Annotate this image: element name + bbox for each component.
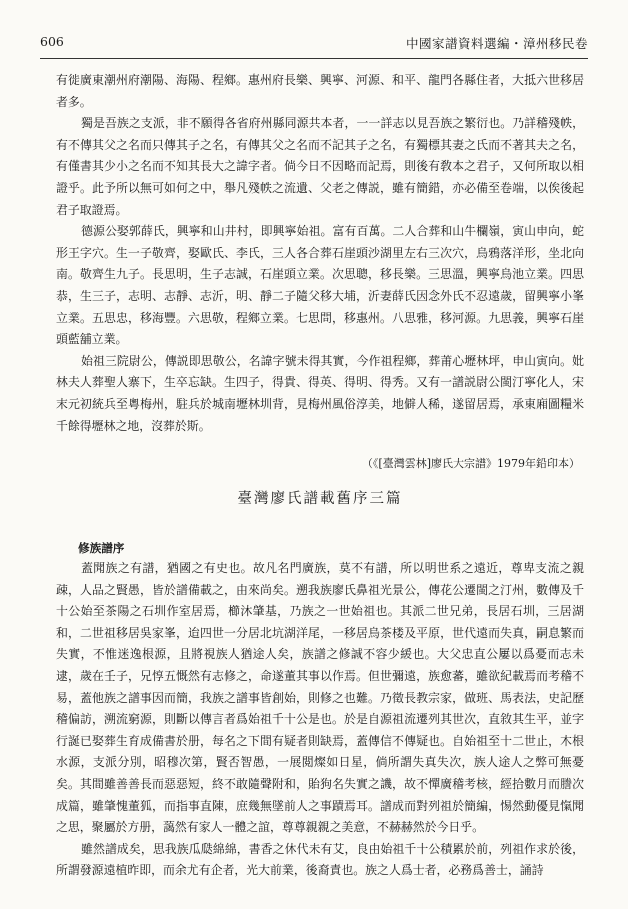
sub-title: 修族譜序: [78, 541, 125, 556]
body-text: [56, 70, 584, 882]
book-title: 中國家譜資料選編・漳州移民卷: [405, 36, 588, 51]
page-header: [40, 34, 588, 56]
section-title: 臺灣廖氏譜載舊序三篇: [237, 491, 403, 508]
paragraph: 獨是吾族之支派，非不願得各省府州縣同源共本者，一一詳志以見吾族之繁衍也。乃詳稽殘帙，有不傳其父之名而只傳其子之名，有傳其父之名而不記其子之名，有獨標其妻之氏而不著其夫之名，有僅書其少小之名而不知其長大之諱字者。倘今日不因略而記焉，則後有敎本之君子，又何所取以相證乎。此予所以無可如何之中，舉凡殘帙之流遺、父老之傳説，雖有簡錯，亦必備至卷端，以俟後起君子取證焉。: [56, 116, 584, 217]
page-number: 606: [40, 34, 64, 49]
paragraph: 雖然譜成矣，思我族瓜瓞綿綿，書香之休代未有艾，良由始祖千十公積累於前，列祖作求於後，所謂發源遠植昨即，而余尤有企者，光大前業，後裔責也。族之人爲士者，必務爲善士，誦詩: [56, 841, 584, 878]
header-rule: [40, 58, 588, 59]
paragraph: 德源公娶郭薛氏，興寧和山井村，即興寧始祖。富有百萬。二人合葬和山牛欄嶺，寅山申向，蛇形王字穴。生一子敬齊，娶歐氏、李氏，三人各合葬石崖頭沙湖里左右三次穴，烏鴉落洋形，坐北向南。敬齊生九子。長思明，生子志誠，石崖頭立業。次思聰，移長樂。三思溫，興寧烏池立業。四思恭，生三子，志明、志靜、志沂，明、靜二子隨父移大埔，沂妻薛氏因念外氏不忍遠歲，留興寧小峯立業。五思忠，移海豐。六思敬，程鄉立業。七思問，移惠州。八思雅，移河源。九思義，興寧石崖頭藍舖立業。: [56, 224, 584, 347]
source-citation: （《[臺灣雲林]廖氏大宗譜》1979年鉛印本）: [361, 457, 580, 471]
paragraph: 有徙廣東潮州府潮陽、海陽、程鄉。惠州府長樂、興寧、河源、和平、龍門各縣住者，大抵六世移居者多。: [56, 73, 584, 109]
paragraph: 蓋聞族之有譜，猶國之有史也。故凡名門廣族，莫不有譜，所以明世系之遠近，尊卑支流之親疎，人品之賢愚，皆於譜備載之，由來尚矣。遡我族廖氏鼻祖光景公，傳花公遷閩之汀州，數傳及千十公始至茶陽之石圳作室居焉，櫛沐肇基，乃族之一世始祖也。其派二世兄弟，長居石圳，三居湖和，二世祖移居吳家峯，迨四世一分居北坑湖洋尾，一移居烏茶楼及平原，世代遠而失真，嗣息繁而失實，不惟迷逸根源，且將視族人猶途人矣，族譜之修誠不容少緩也。大父忠直公屢以爲憂而志未逮，歲在壬子，兄惇五慨然有志修之，命遂董其事以作焉。但世彌遠，族愈蕃，雖欲紀載焉而考稽不易，蓋他族之譜事因而簡，我族之譜事皆創始，則修之也難。乃徵長教宗家，做班、馬表法，史記歷稽偏訪，溯流窮源，則斷以傳言者爲始祖千十公是也。於是自源祖流遷列其世次，直敘其生平，並字行誕已娶葬生育成備書於册，每名之下間有疑者則缺焉，蓋傳信不傳疑也。自始祖至十二世止，木根水源，支派分別，昭穆次第，賢否智愚，一展閲燦如日星，倘所謂失真失次，族人途人之弊可無憂矣。其間雖善善長而惡惡短，終不敢隨聲附和，貽狗名失實之譏，故不憚廣稽考核，經拾數月而謄次成篇，雖肇愧董狐，而指事直陳，庶幾無墜前人之事蹟焉耳。譜成而對列祖於簡編，惕然動優見愾聞之思，聚屬於方册，藹然有家人一體之誼，尊尊親親之美意，不赫赫然於今日乎。: [56, 561, 584, 835]
paragraph: 始祖三院尉公，傳説即思敬公，名諱字號未得其實，今作祖程鄉，葬莆心壢林坪，申山寅向。妣林夫人葬聖人寨下，生卒忘缺。生四子，得貴、得英、得明、得秀。又有一譜説尉公閩汀寧化人，宋末元初統兵至粵梅州，駐兵於城南壢林圳背，見梅州風俗淳美，地僻人稀，遂留居焉，承東廂圖糧米千餘得壢林之地，沒葬於斯。: [56, 353, 584, 433]
